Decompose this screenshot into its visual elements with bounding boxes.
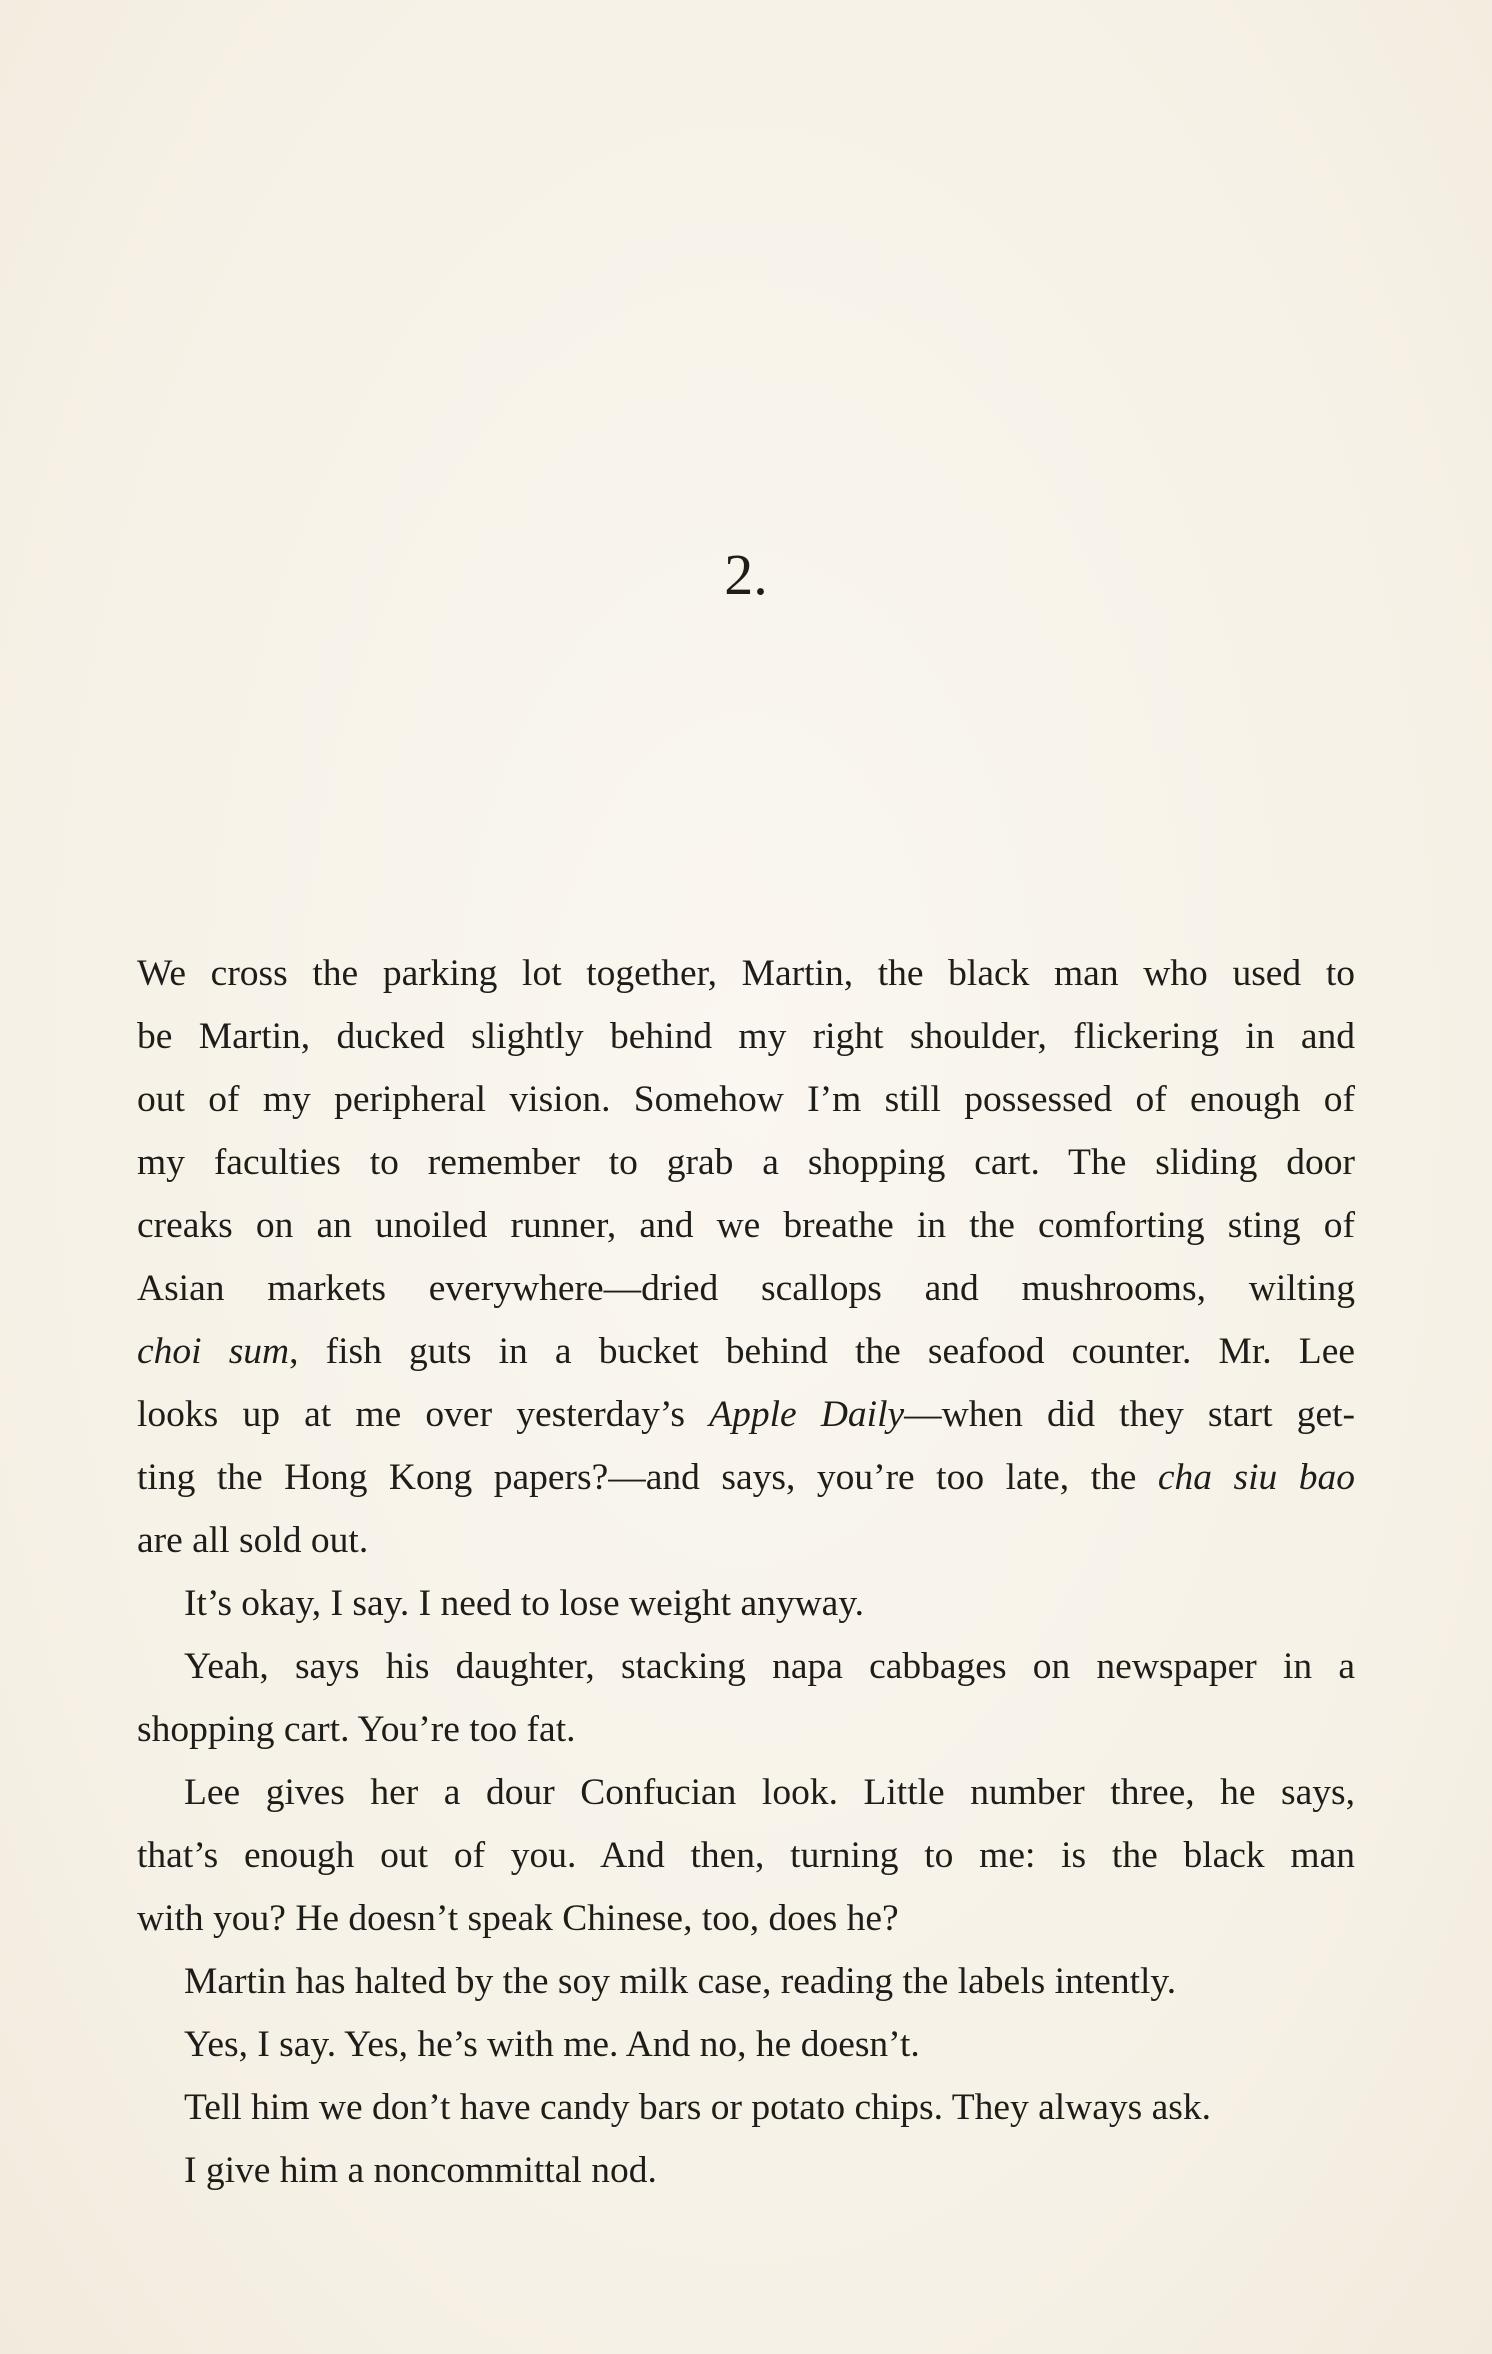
- paragraph-2: [137, 1572, 1355, 1635]
- text-line: be Martin, ducked slightly behind my right shoulder, flickering in and: [137, 1016, 1355, 1057]
- body-text: [137, 942, 1355, 2202]
- paragraph-3: [137, 1635, 1355, 1761]
- text-line: It’s okay, I say. I need to lose weight anyway.: [184, 1583, 865, 1624]
- text-line: choi sum, fish guts in a bucket behind the seafood counter. Mr. Lee: [137, 1331, 1355, 1372]
- text-line: Martin has halted by the soy milk case, reading the labels intently.: [184, 1961, 1177, 2002]
- text-line: shopping cart. You’re too fat.: [137, 1709, 576, 1750]
- italic-title-apple-daily: Apple Daily: [709, 1394, 905, 1435]
- text-line: Lee gives her a dour Confucian look. Little number three, he says,: [184, 1772, 1355, 1813]
- paragraph-6: [137, 2013, 1355, 2076]
- text-line: my faculties to remember to grab a shopping cart. The sliding door: [137, 1142, 1355, 1183]
- text-line: Yeah, says his daughter, stacking napa cabbages on newspaper in a: [184, 1646, 1355, 1687]
- text-line: that’s enough out of you. And then, turning to me: is the black man: [137, 1835, 1355, 1876]
- chapter-number: 2.: [724, 542, 768, 607]
- text-line: with you? He doesn’t speak Chinese, too, does he?: [137, 1898, 899, 1939]
- text-line: looks up at me over yesterday’s Apple Daily—when did they start get-: [137, 1394, 1355, 1435]
- paragraph-8: [137, 2139, 1355, 2202]
- text-line: creaks on an unoiled runner, and we breathe in the comforting sting of: [137, 1205, 1355, 1246]
- text-line: Tell him we don’t have candy bars or potato chips. They always ask.: [184, 2087, 1211, 2128]
- paragraph-5: [137, 1950, 1355, 2013]
- text-line: We cross the parking lot together, Martin, the black man who used to: [137, 953, 1355, 994]
- paragraph-1: [137, 942, 1355, 1572]
- paragraph-4: [137, 1761, 1355, 1950]
- text-line: I give him a noncommittal nod.: [184, 2150, 657, 2191]
- italic-term-cha-siu-bao: cha siu bao: [1157, 1457, 1355, 1498]
- italic-term-choi-sum: choi sum: [137, 1331, 290, 1372]
- text-line: Yes, I say. Yes, he’s with me. And no, he doesn’t.: [184, 2024, 920, 2065]
- text-line: ting the Hong Kong papers?—and says, you’re too late, the cha siu bao: [137, 1457, 1355, 1498]
- text-line: out of my peripheral vision. Somehow I’m still possessed of enough of: [137, 1079, 1355, 1120]
- paragraph-7: [137, 2076, 1355, 2139]
- text-line: Asian markets everywhere—dried scallops and mushrooms, wilting: [137, 1268, 1355, 1309]
- text-line: are all sold out.: [137, 1520, 369, 1561]
